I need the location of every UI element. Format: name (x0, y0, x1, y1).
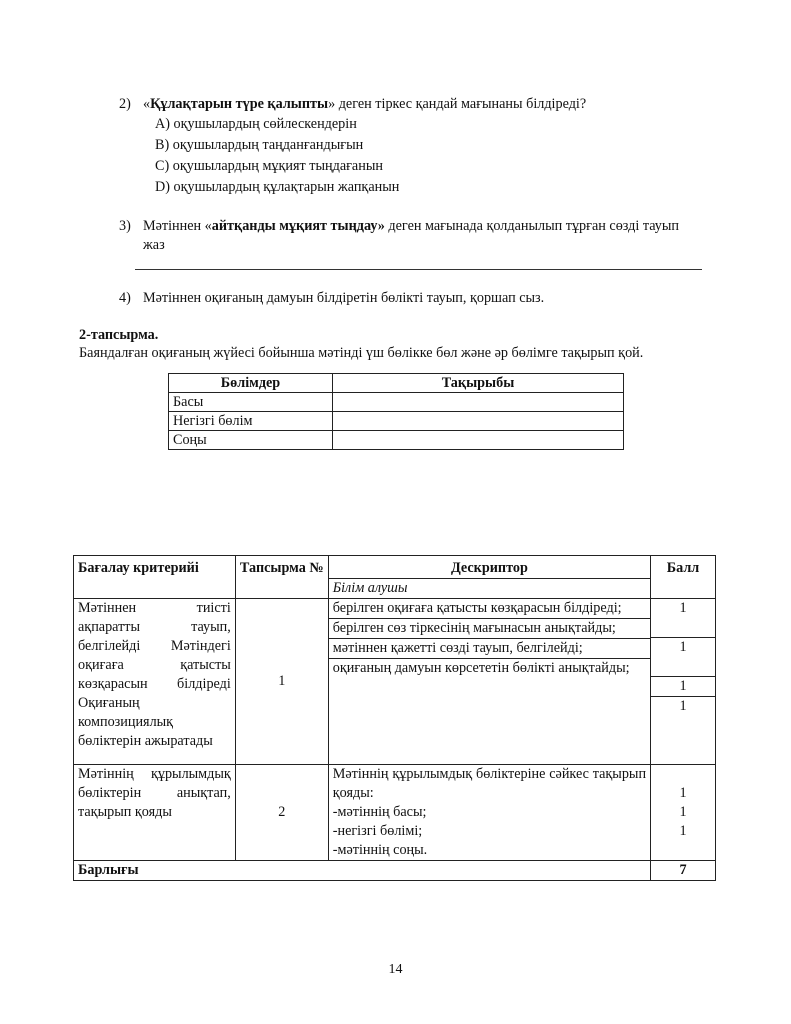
score: 1 (679, 698, 687, 714)
table-header-row (74, 556, 716, 579)
task-number: 1 (235, 599, 328, 765)
question-4 (119, 290, 544, 307)
option-c: С) оқушылардың мұқият тыңдағанын (155, 158, 383, 174)
column-header: Тақырыбы (333, 374, 624, 393)
descriptor: -мәтіннің басы; (332, 804, 427, 820)
question-text: » деген тіркес қандай мағынаны білдіреді? (328, 96, 587, 112)
total-row (74, 861, 716, 881)
criteria-table (73, 555, 716, 881)
question-3 (119, 218, 679, 235)
table-row (169, 393, 624, 412)
question-2 (119, 96, 586, 113)
total-label: Барлығы (74, 861, 651, 881)
score-cell (651, 599, 716, 765)
open-quote: « (143, 96, 151, 112)
question-text: деген мағынада қолданылып тұрған сөзді тауып (384, 218, 680, 234)
table-row (169, 412, 624, 431)
descriptor: берілген оқиғаға қатысты көзқарасын білдіреді; (329, 599, 650, 619)
section-title-cell[interactable] (333, 412, 624, 431)
score: 1 (651, 638, 715, 677)
section-name: Басы (169, 393, 333, 412)
question-number: 3) (119, 218, 131, 234)
criteria-cell: Мәтіннен тиісті ақпаратты тауып, белгілейді Мәтіндегі оқиғаға қатысты көзқарасын білдіреді Оқиғаның композициялық бөліктерін ажыратады (74, 599, 236, 765)
table-row (74, 599, 716, 765)
descriptor: мәтіннен қажетті сөзді тауып, белгілейді; (329, 639, 650, 659)
score: 1 (679, 804, 687, 820)
sections-table (168, 373, 624, 450)
question-phrase: Құлақтарын түре қалыпты (150, 96, 329, 112)
section-title-cell[interactable] (333, 431, 624, 450)
subheader: Білім алушы (328, 579, 650, 599)
column-header: Тапсырма № (235, 556, 328, 599)
table-row (74, 765, 716, 861)
column-header: Бағалау критерийі (74, 556, 236, 599)
descriptor: Мәтіннің құрылымдық бөліктеріне сәйкес тақырып қояды: (332, 766, 647, 801)
question-number: 4) (119, 290, 131, 306)
descriptor: -негізгі бөлімі; (332, 823, 423, 839)
task-2-title: 2-тапсырма. (79, 327, 159, 343)
task-number: 2 (235, 765, 328, 861)
descriptor: оқиғаның дамуын көрсететін бөлікті анықтайды; (332, 660, 630, 676)
score: 1 (651, 677, 715, 697)
descriptor: -мәтіннің соңы. (332, 842, 428, 858)
question-text-pre: Мәтіннен « (143, 218, 212, 234)
column-header: Бөлімдер (169, 374, 333, 393)
section-title-cell[interactable] (333, 393, 624, 412)
score: 1 (651, 599, 715, 638)
descriptor: берілген сөз тіркесінің мағынасын анықтайды; (329, 619, 650, 639)
column-header: Балл (651, 556, 716, 599)
question-text: Мәтіннен оқиғаның дамуын білдіретін бөлікті тауып, қоршап сыз. (143, 290, 545, 306)
option-b: В) оқушылардың таңданғандығын (155, 137, 364, 153)
descriptor-cell (328, 599, 650, 765)
criteria-cell: Мәтіннің құрылымдық бөліктерін анықтап, тақырып қояды (74, 765, 236, 861)
table-header-row (169, 374, 624, 393)
section-name: Соңы (169, 431, 333, 450)
question-number: 2) (119, 96, 131, 112)
table-row (169, 431, 624, 450)
question-3-line2: жаз (143, 237, 165, 253)
score: 1 (679, 823, 687, 839)
column-header: Дескриптор (328, 556, 650, 579)
task-2-instruction: Баяндалған оқиғаның жүйесі бойынша мәтінді үш бөлікке бөл және әр бөлімге тақырып қой. (79, 345, 644, 361)
question-phrase: айтқанды мұқият тыңдау» (211, 218, 385, 234)
answer-line[interactable] (135, 269, 702, 270)
score-cell (651, 765, 716, 861)
option-d: D) оқушылардың құлақтарын жапқанын (155, 179, 400, 195)
score: 1 (679, 785, 687, 801)
option-a: А) оқушылардың сөйлескендерін (155, 116, 357, 132)
total-score: 7 (651, 861, 716, 881)
page-number: 14 (388, 962, 403, 977)
descriptor-cell (328, 765, 650, 861)
section-name: Негізгі бөлім (169, 412, 333, 431)
